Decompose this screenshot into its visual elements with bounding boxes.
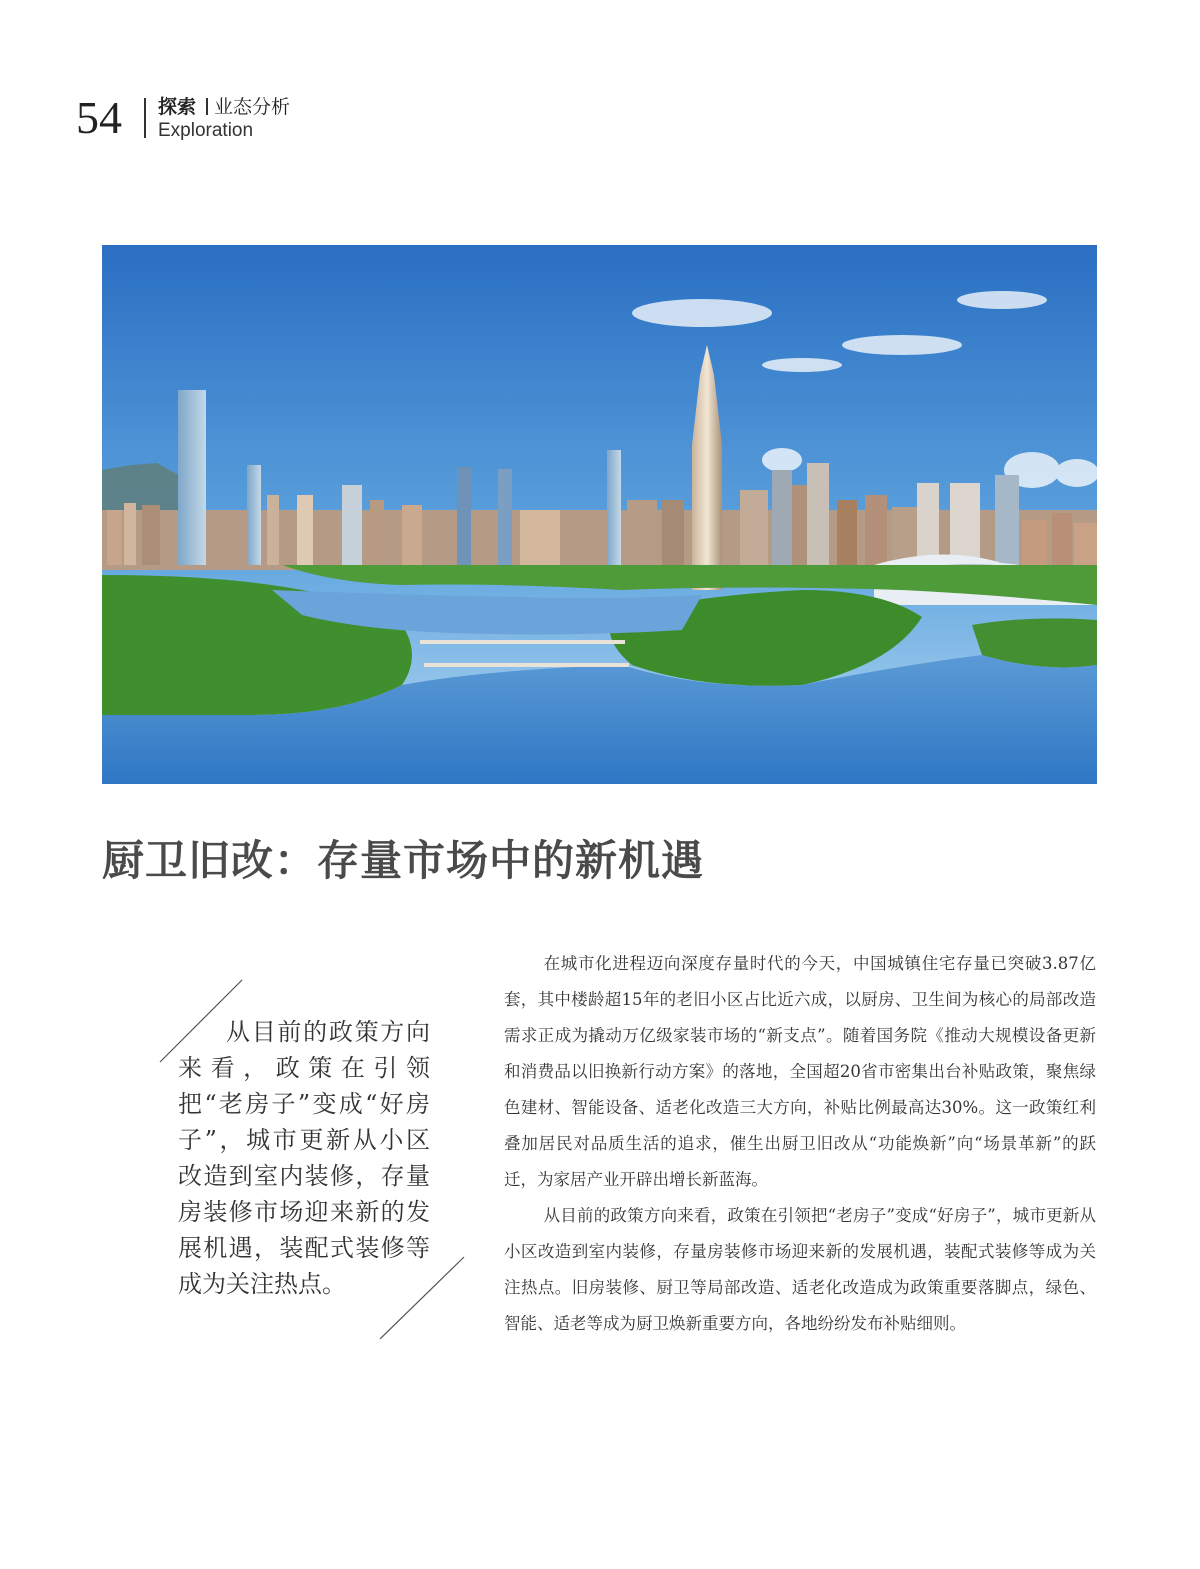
tall-tower-left — [178, 390, 206, 565]
body-paragraph-2: 从目前的政策方向来看，政策在引领把“老房子”变成“好房子”，城市更新从小区改造到室内装修，存量房装修市场迎来新的发展机遇，装配式装修等成为关注热点。旧房装修、厨卫等局部改造、适老化改造成为政策重要落脚点，绿色、智能、适老等成为厨卫焕新重要方向，各地纷纷发布补贴细则。 — [504, 1206, 1096, 1333]
pull-quote: 从目前的政策方向来看，政策在引领把“老房子”变成“好房子”，城市更新从小区改造到室内装修，存量房装修市场迎来新的发展机遇，装配式装修等成为关注热点。 — [178, 1018, 430, 1298]
bridge-upper — [420, 640, 625, 644]
article-title: 厨卫旧改：存量市场中的新机遇 — [102, 836, 705, 885]
section-english-label: Exploration — [158, 120, 254, 141]
header-divider — [144, 98, 146, 138]
city-skyline-photo — [102, 245, 1097, 784]
article-body — [504, 946, 1096, 1342]
city-skyline-illustration — [102, 245, 1097, 784]
body-paragraph-1: 在城市化进程迈向深度存量时代的今天，中国城镇住宅存量已突破3.87亿套，其中楼龄超15年的老旧小区占比近六成，以厨房、卫生间为核心的局部改造需求正成为撬动万亿级家装市场的“新支点”。随着国务院《推动大规模设备更新和消费品以旧换新行动方案》的落地，全国超20省市密集出台补贴政策，聚焦绿色建材、智能设备、适老化改造三大方向，补贴比例最高达30%。这一政策红利叠加居民对品质生活的追求，催生出厨卫旧改从“功能焕新”向“场景革新”的跃迁，为家居产业开辟出增长新蓝海。 — [504, 954, 1096, 1189]
section-label — [158, 95, 290, 119]
section-subtitle: 业态分析 — [214, 96, 291, 118]
quote-decoration-bottom — [378, 1255, 466, 1341]
bridge-lower — [424, 663, 629, 667]
page-number: 54 — [76, 92, 122, 143]
section-separator — [206, 98, 208, 115]
section-title: 探索 — [158, 96, 197, 118]
